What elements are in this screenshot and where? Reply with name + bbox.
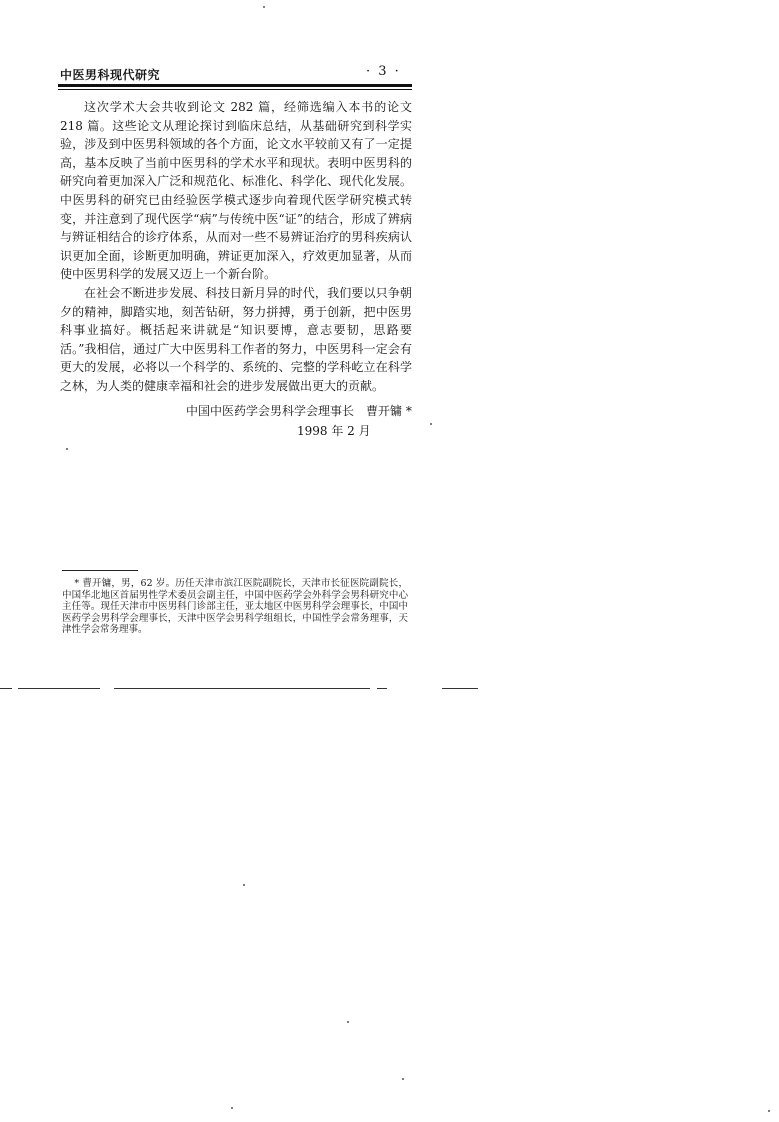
- paragraph: 这次学术大会共收到论文 282 篇，经筛选编入本书的论文 218 篇。这些论文从理论探讨到临床总结，从基础研究到科学实验，涉及到中医男科领域的各个方面，论文水平较前又有了一定提高，基本反映了当前中医男科的学术水平和现状。表明中医男科的研究向着更加深入广泛和规范化、标准化、科学化、现代化发展。中医男科的研究已由经验医学模式逐步向着现代医学研究模式转变，并注意到了现代医学“病”与传统中医“证”的结合，形成了辨病与辨证相结合的诊疗体系，从而对一些不易辨证治疗的男科疾病认识更加全面，诊断更加明确，辨证更加深入，疗效更加显著，从而使中医男科学的发展又迈上一个新台阶。: [60, 100, 412, 282]
- running-header-title: 中医男科现代研究: [60, 68, 161, 82]
- scan-speck: [768, 1110, 770, 1112]
- footnote-rule: [62, 570, 138, 571]
- scan-speck: [231, 1107, 233, 1109]
- scan-speck: [402, 1078, 404, 1080]
- scan-line-segment: [0, 688, 12, 689]
- body-text: [60, 98, 412, 396]
- paragraph: 在社会不断进步发展、科技日新月异的时代，我们要以只争朝夕的精神，脚踏实地，刻苦钻研，努力拼搏，勇于创新，把中医男科事业搞好。概括起来讲就是“知识要博，意志要韧，思路要活。”我相信，通过广大中医男科工作者的努力，中医男科一定会有更大的发展，必将以一个科学的、系统的、完整的学科屹立在科学之林，为人类的健康幸福和社会的进步发展做出更大的贡献。: [60, 285, 412, 393]
- scan-line-segment: [18, 688, 100, 689]
- scan-speck: [263, 6, 265, 8]
- scan-speck: [430, 423, 432, 425]
- header-rule-thick: [58, 84, 412, 87]
- scan-line-segment: [442, 688, 478, 689]
- signature-line: 中国中医药学会男科学会理事长 曹开镛 *: [186, 404, 412, 418]
- scan-line-segment: [377, 688, 387, 689]
- scan-speck: [347, 1021, 349, 1023]
- header-rule-thin: [58, 89, 412, 90]
- signature-date: 1998 年 2 月: [297, 424, 371, 438]
- scan-speck: [243, 884, 245, 886]
- scan-speck: [66, 448, 68, 450]
- footnote-text: * 曹开镛，男，62 岁。历任天津市滨江医院副院长，天津市长征医院副院长，中国华北地区首届男性学术委员会副主任，中国中医药学会外科学会男科研究中心主任等。现任天津市中医男科门诊部主任，亚太地区中医男科学会理事长，中国中医药学会男科学会理事长，天津中医学会男科学组组长，中国性学会常务理事，天津性学会常务理事。: [62, 578, 408, 636]
- footnote: [62, 578, 408, 636]
- page-number: · 3 ·: [366, 64, 401, 79]
- scan-line-segment: [114, 688, 370, 689]
